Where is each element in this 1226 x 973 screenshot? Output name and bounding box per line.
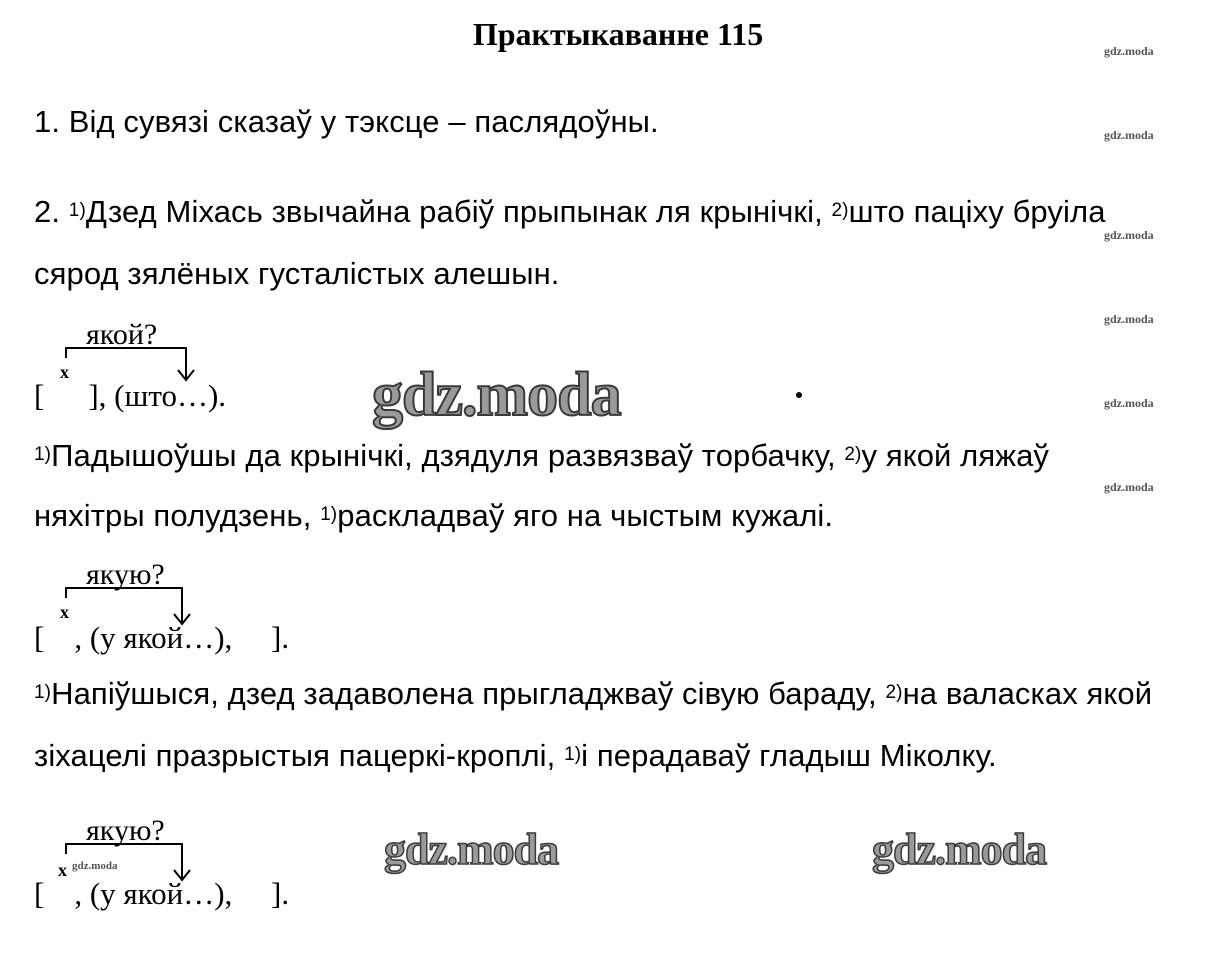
watermark-small: gdz.moda (1104, 128, 1154, 142)
page-title: Практыкаванне 115 (472, 16, 764, 52)
scheme-bracket: [ (34, 620, 45, 655)
scheme-2-question: якую? (86, 558, 165, 591)
watermark-small: gdz.moda (1104, 396, 1154, 410)
clause-text: няхітры полудзень, (34, 498, 312, 533)
clause-text: і перадаваў гладыш Міколку. (581, 738, 997, 773)
scheme-1-question: якой? (86, 318, 158, 351)
watermark-small: gdz.moda (1104, 480, 1154, 494)
watermark-small: gdz.moda (1104, 312, 1154, 326)
scheme-1-text (34, 378, 226, 414)
scheme-3-question: якую? (86, 814, 165, 847)
clause-mark: 2) (885, 682, 903, 703)
scheme-rest: , (у якой…), ]. (74, 620, 290, 655)
clause-text: на валасках якой (902, 676, 1153, 711)
scheme-2-text (34, 620, 289, 656)
scheme-rest: ], (што…). (88, 378, 227, 413)
sentence-1-line-2: сярод зялёных густалістых алешын. (34, 256, 560, 291)
scheme-rest: , (у якой…), ]. (74, 876, 290, 911)
clause-mark: 1) (68, 200, 86, 221)
clause-mark: 1) (34, 682, 52, 703)
sentence-3-line-1 (34, 676, 1152, 712)
clause-text: раскладваў яго на чыстым кужалі. (337, 498, 834, 533)
watermark-big: gdz.moda (372, 361, 621, 429)
scheme-bracket: [ (34, 378, 45, 413)
clause-mark: 2) (844, 444, 862, 465)
clause-text: Дзед Міхась звычайна рабіў прыпынак ля крынічкі, (85, 194, 823, 229)
scheme-bracket: [ (34, 876, 45, 911)
scheme-1-x: x (60, 362, 69, 382)
sentence-2-line-2 (34, 498, 833, 534)
sentence-3-line-2 (34, 738, 997, 774)
clause-text: што паціху бруіла (848, 194, 1106, 229)
watermark-small: gdz.moda (1104, 44, 1154, 58)
watermark-small: gdz.moda (1104, 228, 1154, 242)
clause-mark: 1) (320, 504, 338, 525)
watermark-big: gdz.moda (872, 825, 1047, 874)
watermark-small: gdz.moda (72, 860, 118, 872)
clause-mark: 2) (831, 200, 849, 221)
scheme-3-x: x (58, 860, 67, 880)
dot-mark (796, 392, 802, 398)
clause-text: Падышоўшы да крынічкі, дзядуля развязваў торбачку, (51, 438, 836, 473)
sentence-1-line-1 (34, 194, 1106, 230)
watermark-big: gdz.moda (384, 825, 559, 874)
item-2-number: 2. (34, 194, 61, 229)
scheme-2-x: x (60, 602, 69, 622)
sentence-2-line-1 (34, 438, 1049, 474)
clause-text: зіхацелі празрыстыя пацеркі-кроплі, (34, 738, 556, 773)
item-1-text: 1. Від сувязі сказаў у тэксце – паслядоўны. (34, 104, 659, 139)
clause-mark: 1) (564, 744, 582, 765)
scheme-3-text (34, 876, 289, 912)
clause-text: Напіўшыся, дзед задаволена прыгладжваў сівую бараду, (51, 676, 877, 711)
clause-text: у якой ляжаў (861, 438, 1050, 473)
clause-mark: 1) (34, 444, 52, 465)
